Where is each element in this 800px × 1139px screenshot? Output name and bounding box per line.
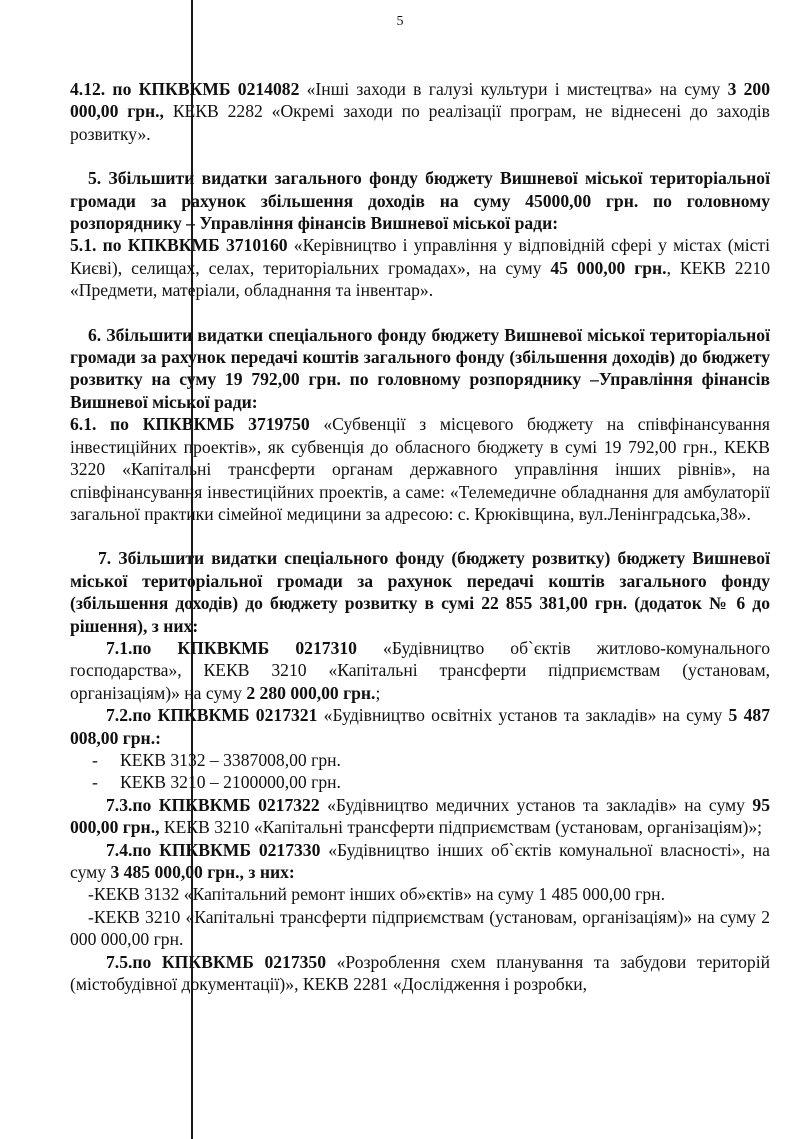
- item-amount: 3 200 000,00 грн.,: [70, 79, 770, 122]
- item-lead: 7.4.по КПКВКМБ 0217330: [106, 839, 321, 860]
- item-lead: 6.1. по КПКВКМБ 3719750: [70, 414, 310, 435]
- item-7-5: [70, 951, 770, 996]
- item-text: КЕКВ 2282 «Окремі заходи по реалізації програм, не віднесені до заходів розвитку».: [70, 101, 770, 144]
- section-5-heading: 5. Збільшити видатки загального фонду бюджету Вишневої міської територіальної громади за рахунок збільшення доходів на суму 45000,00 грн. по головному розпоряднику – Управління фінансів Вишневої міської ради:: [70, 168, 770, 234]
- item-7-1: [70, 637, 770, 704]
- item-text: , КЕКВ 2210 «Предмети, матеріали, обладнання та інвентар».: [70, 257, 770, 301]
- item-text: КЕКВ 3210 «Капітальні трансферти підприємствам (установам, організаціям)»;: [159, 817, 763, 838]
- page-number: 5: [396, 14, 404, 29]
- item-7-4-sub-1: -КЕКВ 3132 «Капітальний ремонт інших об»єктів» на суму 1 485 000,00 грн.: [88, 884, 665, 905]
- list-item: [70, 771, 770, 793]
- bullet-text: КЕКВ 3132 – 3387008,00 грн.: [120, 749, 341, 770]
- document-body: [70, 78, 770, 995]
- item-5-1: [70, 234, 770, 301]
- item-text: «Будівництво об`єктів житлово-комунального господарства», КЕКВ 3210 «Капітальні трансферти підприємствам (установам, організаціям)» на суму: [70, 637, 770, 703]
- item-text: «Розроблення схем планування та забудови територій (містобудівної документації)», КЕКВ 2281 «Дослідження і розробки,: [70, 951, 770, 995]
- item-7-4-sub-2: -КЕКВ 3210 «Капітальні трансферти підприємствам (установам, організаціям)» на суму 2 000 000,00 грн.: [70, 906, 770, 950]
- item-lead: 7.5.по КПКВКМБ 0217350: [106, 951, 327, 972]
- item-text: «Будівництво медичних установ та закладів» на суму: [319, 794, 753, 815]
- item-lead: 7.2.по КПКВКМБ 0217321: [106, 705, 318, 726]
- item-4-12: [70, 78, 770, 145]
- bullet-text: КЕКВ 3210 – 2100000,00 грн.: [120, 772, 341, 793]
- item-7-3: [70, 794, 770, 839]
- item-text: «Субвенції з місцевого бюджету на співфінансування інвестиційних проектів», як субвенція до обласного бюджету в сумі 19 792,00 грн., КЕКВ 3220 «Капітальні трансферти органам державного управління інших рівнів», на співфінансування інвестиційних проектів, а саме: «Телемедичне обладнання для амбулаторії загальної практики сімейної медицини за адресою: с. Крюківщина, вул.Ленінградська,38».: [70, 414, 770, 524]
- section-7-heading: 7. Збільшити видатки спеціального фонду (бюджету розвитку) бюджету Вишневої міської територіальної громади за рахунок передачі коштів загального фонду (збільшення доходів) до бюджету розвитку в сумі 22 855 381,00 грн. (додаток № 6 до рішення), з них:: [70, 548, 770, 636]
- bullet-dash: -: [92, 749, 98, 770]
- item-text: ;: [375, 682, 381, 703]
- item-text: «Керівництво і управління у відповідній сфері у містах (місті Києві), селищах, селах, територіальних громадах», на суму: [70, 235, 770, 278]
- item-7-2: [70, 704, 770, 749]
- item-lead: 7.1.по КПКВКМБ 0217310: [106, 637, 357, 658]
- item-amount: 5 487 008,00 грн.:: [70, 705, 770, 748]
- item-amount: 45 000,00 грн.: [550, 257, 667, 278]
- bullet-dash: -: [92, 772, 98, 793]
- item-amount: 2 280 000,00 грн.: [246, 682, 376, 703]
- item-amount: 3 485 000,00 грн., з них:: [110, 862, 295, 882]
- item-text: «Будівництво інших об`єктів комунальної власності», на суму: [70, 839, 770, 882]
- item-amount: 95 000,00 грн.,: [70, 794, 770, 838]
- list-item: [70, 749, 770, 771]
- item-lead: 4.12. по КПКВКМБ 0214082: [70, 79, 300, 99]
- section-6-heading: 6. Збільшити видатки спеціального фонду бюджету Вишневої міської територіальної громади за рахунок передачі коштів загального фонду (збільшення доходів) до бюджету розвитку на суму 19 792,00 грн. по головному розпоряднику –Управління фінансів Вишневої міської ради:: [70, 324, 770, 412]
- item-text: «Інші заходи в галузі культури і мистецтва» на суму: [299, 79, 728, 99]
- item-lead: 5.1. по КПКВКМБ 3710160: [70, 235, 288, 256]
- item-6-1: [70, 413, 770, 525]
- item-text: «Будівництво освітніх установ та закладів» на суму: [317, 705, 729, 726]
- item-lead: 7.3.по КПКВКМБ 0217322: [106, 794, 320, 815]
- item-7-4: [70, 839, 770, 884]
